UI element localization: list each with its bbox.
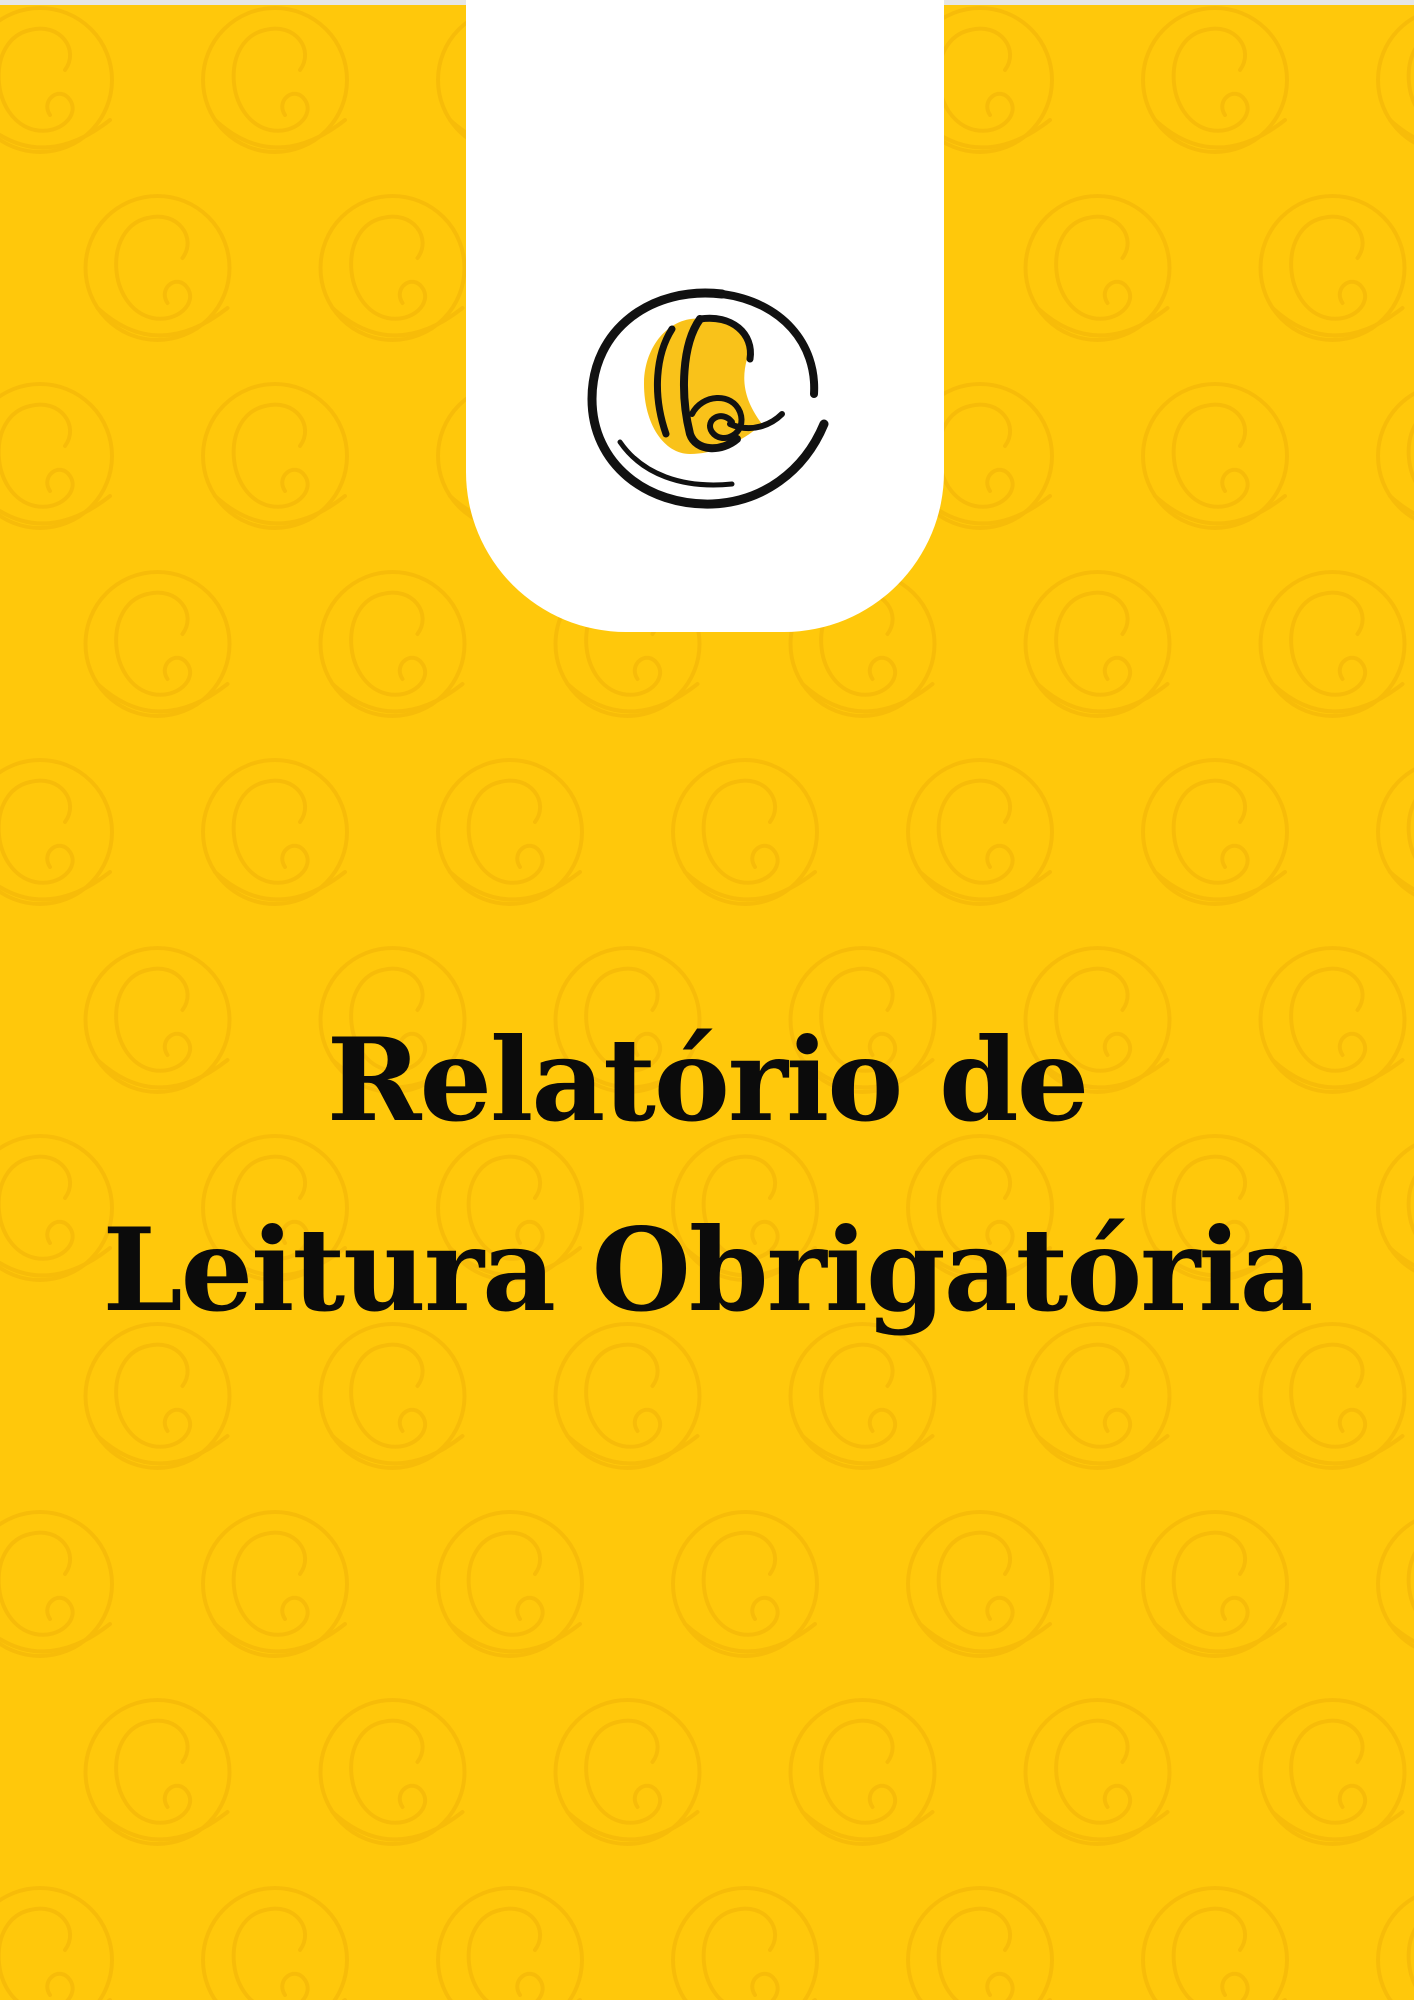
watermark-logo-icon [321, 572, 465, 716]
watermark-logo-icon [438, 760, 582, 904]
watermark-logo-icon [203, 1888, 347, 2000]
watermark-logo-icon [908, 1512, 1052, 1656]
watermark-logo-icon [1026, 1700, 1170, 1844]
watermark-logo-icon [1378, 8, 1414, 152]
watermark-logo-icon [1143, 8, 1287, 152]
watermark-logo-icon [0, 1512, 112, 1656]
document-title [0, 985, 1414, 1365]
watermark-logo-icon [321, 1700, 465, 1844]
watermark-logo-icon [438, 1512, 582, 1656]
watermark-logo-icon [908, 1888, 1052, 2000]
watermark-logo-icon [1143, 1512, 1287, 1656]
watermark-logo-icon [438, 1888, 582, 2000]
watermark-logo-icon [908, 760, 1052, 904]
watermark-logo-icon [321, 196, 465, 340]
watermark-logo-icon [1378, 760, 1414, 904]
watermark-logo-icon [203, 384, 347, 528]
watermark-logo-icon [1378, 1888, 1414, 2000]
watermark-logo-icon [1378, 1512, 1414, 1656]
watermark-logo-icon [1261, 572, 1405, 716]
watermark-logo-icon [1378, 384, 1414, 528]
watermark-logo-icon [0, 384, 112, 528]
watermark-logo-icon [86, 1700, 230, 1844]
title-line-2: Leitura Obrigatória [102, 1203, 1312, 1337]
watermark-logo-icon [86, 572, 230, 716]
watermark-logo-icon [1143, 760, 1287, 904]
watermark-logo-icon [673, 1888, 817, 2000]
watermark-logo-icon [203, 8, 347, 152]
butterfly-circle-logo-icon [572, 274, 838, 524]
watermark-logo-icon [673, 760, 817, 904]
title-line-1: Relatório de [326, 1013, 1088, 1147]
watermark-logo-icon [0, 760, 112, 904]
watermark-logo-icon [1261, 1700, 1405, 1844]
watermark-logo-icon [673, 1512, 817, 1656]
watermark-logo-icon [1143, 384, 1287, 528]
watermark-logo-icon [0, 1888, 112, 2000]
watermark-logo-icon [791, 1700, 935, 1844]
watermark-logo-icon [203, 760, 347, 904]
watermark-logo-icon [1261, 196, 1405, 340]
watermark-logo-icon [0, 8, 112, 152]
watermark-logo-icon [203, 1512, 347, 1656]
watermark-logo-icon [556, 1700, 700, 1844]
watermark-logo-icon [86, 196, 230, 340]
watermark-logo-icon [1143, 1888, 1287, 2000]
watermark-logo-icon [1026, 196, 1170, 340]
watermark-logo-icon [1026, 572, 1170, 716]
